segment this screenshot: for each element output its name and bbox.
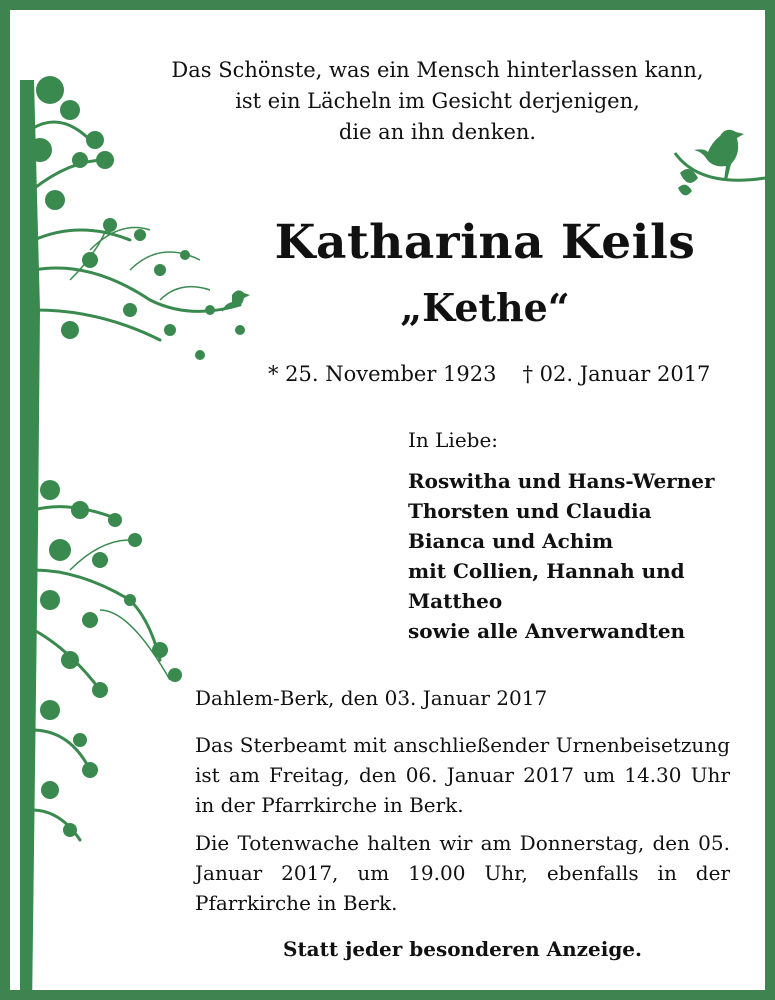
mourner-line: sowie alle Anverwandten — [408, 619, 686, 643]
love-label: In Liebe: — [408, 428, 499, 452]
memorial-quote — [150, 55, 725, 148]
quote-line: ist ein Lächeln im Gesicht derjenigen, — [235, 89, 640, 113]
closing-note: Statt jeder besonderen Anzeige. — [283, 937, 642, 961]
mourner-line: Mattheo — [408, 589, 503, 613]
death-date: † 02. Januar 2017 — [522, 362, 711, 386]
quote-line: Das Schönste, was ein Mensch hinterlassen kann, — [171, 58, 704, 82]
mourner-line: Thorsten und Claudia — [408, 499, 652, 523]
deceased-nickname: „Kethe“ — [400, 285, 570, 330]
birth-date: * 25. November 1923 — [268, 362, 497, 386]
mourner-line: Roswitha und Hans-Werner — [408, 469, 715, 493]
mourner-line: Bianca und Achim — [408, 529, 614, 553]
life-dates — [268, 362, 710, 386]
deceased-name: Katharina Keils — [274, 215, 696, 270]
wake-info: Die Totenwache halten wir am Donnerstag, den 05. Januar 2017, um 19.00 Uhr, ebenfalls in der Pfarrkirche in Berk. — [195, 831, 730, 915]
quote-line: die an ihn denken. — [338, 120, 537, 144]
mourners-list — [408, 466, 715, 646]
place-date: Dahlem-Berk, den 03. Januar 2017 — [195, 686, 548, 710]
funeral-mass-info: Das Sterbeamt mit anschließender Urnenbeisetzung ist am Freitag, den 06. Januar 2017 um 14.30 Uhr in der Pfarrkirche in Berk. — [195, 733, 730, 817]
mourner-line: mit Collien, Hannah und — [408, 559, 685, 583]
